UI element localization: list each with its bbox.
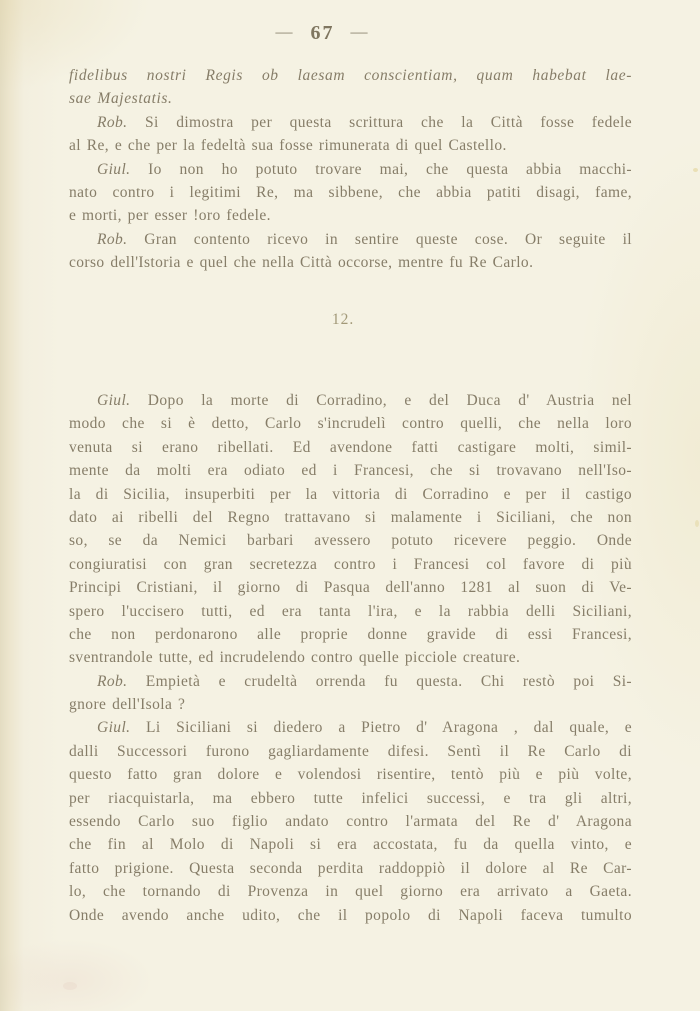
page-number: 67 bbox=[310, 22, 335, 44]
text-line bbox=[69, 158, 632, 181]
speech-text: Li Siciliani si diedero a Pietro d' Aragona , dal quale, e bbox=[130, 719, 632, 737]
text-line: lo, che tornando di Provenza in quel giorno era arrivato a Gaeta. bbox=[69, 883, 632, 901]
header-left-dash: — bbox=[275, 22, 295, 41]
speaker-name: Giul. bbox=[97, 392, 131, 409]
text-line: corso dell'Istoria e quel che nella Città occorse, mentre fu Re Carlo. bbox=[69, 254, 534, 272]
text-line: che non perdonarono alle proprie donne gravide di essi Francesi, bbox=[69, 625, 632, 643]
text-line: che fin al Molo di Napoli si era accostata, fu da quella vinto, e bbox=[69, 836, 632, 854]
speech-text: Si dimostra per questa scrittura che la Città fosse fedele bbox=[127, 113, 632, 131]
text-line: spero l'uccisero tutti, ed era tanta l'ira, e la rabbia delli Siciliani, bbox=[69, 602, 632, 620]
text-line: fidelibus nostri Regis ob laesam conscientiam, quam habebat lae- bbox=[69, 67, 632, 84]
speech-text: Dopo la morte di Corradino, e del Duca d' Austria nel bbox=[130, 392, 632, 409]
paper-stain bbox=[693, 168, 698, 172]
text-line: sae Majestatis. bbox=[69, 90, 173, 108]
text-line bbox=[69, 670, 632, 693]
speaker-name: Giul. bbox=[97, 719, 131, 737]
text-line bbox=[69, 389, 632, 412]
section-number: 12. bbox=[331, 311, 355, 328]
dialogue-main-block bbox=[69, 389, 632, 927]
paper-stain bbox=[695, 520, 699, 527]
header-right-dash: — bbox=[350, 22, 370, 41]
text-line: per riacquistarla, ma ebbero tutte infelici successi, e tra gli altri, bbox=[69, 789, 632, 807]
page-header bbox=[0, 22, 645, 45]
text-line: so, se da Nemici barbari avessero potuto ricevere peggio. Onde bbox=[69, 532, 632, 550]
speaker-name: Rob. bbox=[97, 672, 128, 690]
text-line: la di Sicilia, insuperbiti per la vittoria di Corradino e per il castigo bbox=[69, 485, 632, 503]
speaker-name: Rob. bbox=[97, 230, 128, 248]
text-line bbox=[69, 228, 632, 251]
speech-text: Empietà e crudeltà orrenda fu questa. Chi restò poi Si- bbox=[127, 672, 632, 690]
text-line: nato contro i legitimi Re, ma sibbene, che abbia patiti disagi, fame, bbox=[69, 183, 632, 201]
text-line: fatto prigione. Questa seconda perdita raddoppiò il dolore al Re Car- bbox=[69, 859, 632, 877]
text-line: sventrandole tutte, ed incrudelendo contro quelle picciole creature. bbox=[69, 649, 521, 667]
text-line: venuta si erano ribellati. Ed avendone fatti castigare molti, simil- bbox=[69, 438, 632, 456]
text-line: Onde avendo anche udito, che il popolo di Napoli faceva tumulto bbox=[69, 906, 632, 924]
text-line: Principi Cristiani, il giorno di Pasqua dell'anno 1281 al suon di Ve- bbox=[69, 579, 632, 597]
text-line: mente da molti era odiato ed i Francesi, che si trovavano nell'Iso- bbox=[69, 462, 632, 480]
text-line: dalli Successori furono gagliardamente difesi. Sentì il Re Carlo di bbox=[69, 742, 632, 760]
text-line: dato ai ribelli del Regno trattavano si malamente i Siciliani, che non bbox=[69, 508, 632, 526]
text-line: al Re, e che per la fedeltà sua fosse rimunerata di quel Castello. bbox=[69, 137, 507, 155]
dialogue-top-block bbox=[69, 64, 632, 275]
text-line: modo che si è detto, Carlo s'incrudelì contro quelli, che nella loro bbox=[69, 415, 632, 433]
speech-text: Io non ho potuto trovare mai, che questa abbia macchi- bbox=[130, 160, 632, 178]
speech-text: Gran contento ricevo in sentire queste cose. Or seguite il bbox=[127, 230, 632, 248]
speaker-name: Rob. bbox=[97, 113, 128, 131]
text-line bbox=[69, 111, 632, 134]
text-line: e morti, per esser !oro fedele. bbox=[69, 207, 271, 225]
text-line: essendo Carlo suo figlio andato contro l'armata del Re d' Aragona bbox=[69, 813, 632, 831]
paper-stain bbox=[63, 982, 77, 990]
speaker-name: Giul. bbox=[97, 160, 131, 178]
text-line: gnore dell'Isola ? bbox=[69, 696, 186, 714]
text-line: congiuratisi con gran secretezza contro i Francesi col favore di più bbox=[69, 555, 632, 573]
text-line bbox=[69, 716, 632, 739]
text-line: questo fatto gran dolore e volendosi risentire, tentò più e più volte, bbox=[69, 766, 632, 784]
